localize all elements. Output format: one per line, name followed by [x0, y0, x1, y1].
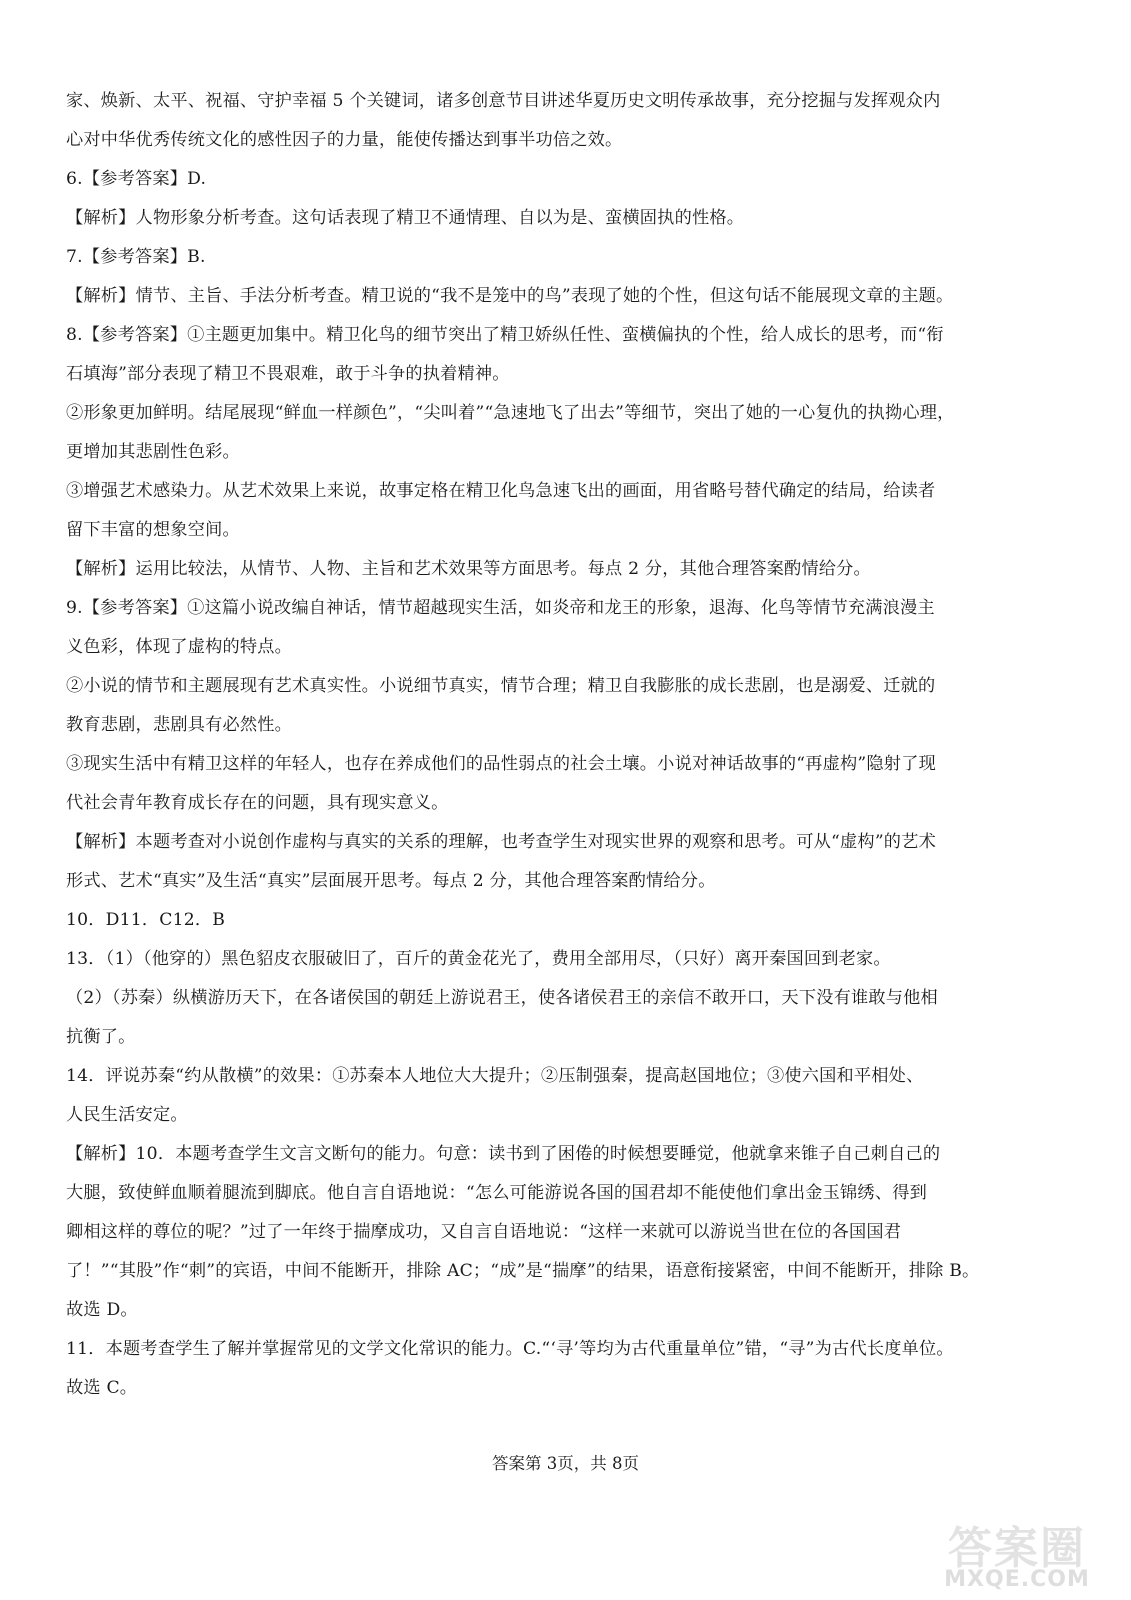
page-number-footer: 答案第 3页，共 8页	[492, 1454, 639, 1473]
text-line: ②形象更加鲜明。结尾展现“鲜血一样颜色”，“尖叫着”“急速地飞了出去”等细节，突出了她的一心复仇的执拗心理，	[66, 403, 955, 423]
text-line: 了！”“其股”作“刺”的宾语，中间不能断开，排除 AC；“成”是“揣摩”的结果，语意衔接紧密，中间不能断开，排除 B。	[66, 1261, 980, 1281]
text-line: ③增强艺术感染力。从艺术效果上来说，故事定格在精卫化鸟急速飞出的画面，用省略号替代确定的结局，给读者	[66, 481, 936, 501]
text-line: 留下丰富的想象空间。	[66, 520, 240, 540]
answer-6: 6.【参考答案】D.	[66, 169, 207, 189]
text-line: 家、焕新、太平、祝福、守护幸福 5 个关键词，诸多创意节目讲述华夏历史文明传承故事，充分挖掘与发挥观众内	[66, 91, 941, 111]
analysis-6: 【解析】人物形象分析考查。这句话表现了精卫不通情理、自以为是、蛮横固执的性格。	[66, 208, 745, 228]
text-line: 更增加其悲剧性色彩。	[66, 442, 240, 462]
text-line: 义色彩，体现了虚构的特点。	[66, 637, 293, 657]
analysis-10: 【解析】10．本题考查学生文言文断句的能力。句意：读书到了困倦的时候想要睡觉，他就拿来锥子自己刺自己的	[66, 1144, 941, 1164]
analysis-9: 【解析】本题考查对小说创作虚构与真实的关系的理解，也考查学生对现实世界的观察和思考。可从“虚构”的艺术	[66, 832, 936, 852]
document-body	[66, 82, 1066, 1408]
text-line: 故选 D。	[66, 1300, 138, 1320]
watermark-logo	[917, 1512, 1117, 1592]
answer-9: 9.【参考答案】①这篇小说改编自神话，情节超越现实生活，如炎帝和龙王的形象，退海、化鸟等情节充满浪漫主	[66, 598, 935, 618]
text-line: 抗衡了。	[66, 1027, 136, 1047]
analysis-7: 【解析】情节、主旨、手法分析考查。精卫说的“我不是笼中的鸟”表现了她的个性，但这句话不能展现文章的主题。	[66, 286, 954, 306]
text-line: 心对中华优秀传统文化的感性因子的力量，能使传播达到事半功倍之效。	[66, 130, 623, 150]
text-line: 人民生活安定。	[66, 1105, 188, 1125]
answer-13: 13．（1）（他穿的）黑色貂皮衣服破旧了，百斤的黄金花光了，费用全部用尽，（只好）离开秦国回到老家。	[66, 949, 891, 969]
text-line: ②小说的情节和主题展现有艺术真实性。小说细节真实，情节合理；精卫自我膨胀的成长悲剧，也是溺爱、迁就的	[66, 676, 936, 696]
watermark-top-text: 答案圈	[948, 1523, 1086, 1574]
text-line: 故选 C。	[66, 1378, 138, 1398]
text-line: 卿相这样的尊位的呢？”过了一年终于揣摩成功，又自言自语地说：“这样一来就可以游说当世在位的各国国君	[66, 1222, 902, 1242]
text-line: 教育悲剧，悲剧具有必然性。	[66, 715, 293, 735]
text-line: （2）（苏秦）纵横游历天下，在各诸侯国的朝廷上游说君王，使各诸侯君王的亲信不敢开口，天下没有谁敢与他相	[66, 988, 938, 1008]
answers-10-12: 10．D11．C12．B	[66, 910, 226, 930]
analysis-11: 11．本题考查学生了解并掌握常见的文学文化常识的能力。C.“‘寻’等均为古代重量单位”错，“寻”为古代长度单位。	[66, 1339, 954, 1359]
text-line: 大腿，致使鲜血顺着腿流到脚底。他自言自语地说：“怎么可能游说各国的国君却不能使他们拿出金玉锦绣、得到	[66, 1183, 927, 1203]
watermark-bottom-text: MXQE.COM	[944, 1567, 1090, 1592]
text-line: 形式、艺术“真实”及生活“真实”层面展开思考。每点 2 分，其他合理答案酌情给分。	[66, 871, 716, 891]
analysis-8: 【解析】运用比较法，从情节、人物、主旨和艺术效果等方面思考。每点 2 分，其他合理答案酌情给分。	[66, 559, 871, 579]
answer-8: 8.【参考答案】①主题更加集中。精卫化鸟的细节突出了精卫娇纵任性、蛮横偏执的个性，给人成长的思考，而“衔	[66, 325, 944, 345]
text-line: 代社会青年教育成长存在的问题，具有现实意义。	[66, 793, 449, 813]
answer-7: 7.【参考答案】B.	[66, 247, 206, 267]
text-line: 石填海”部分表现了精卫不畏艰难，敢于斗争的执着精神。	[66, 364, 510, 384]
text-line: ③现实生活中有精卫这样的年轻人，也存在养成他们的品性弱点的社会土壤。小说对神话故事的“再虚构”隐射了现	[66, 754, 936, 774]
answer-14: 14．评说苏秦“约从散横”的效果：①苏秦本人地位大大提升；②压制强秦，提高赵国地位；③使六国和平相处、	[66, 1066, 924, 1086]
